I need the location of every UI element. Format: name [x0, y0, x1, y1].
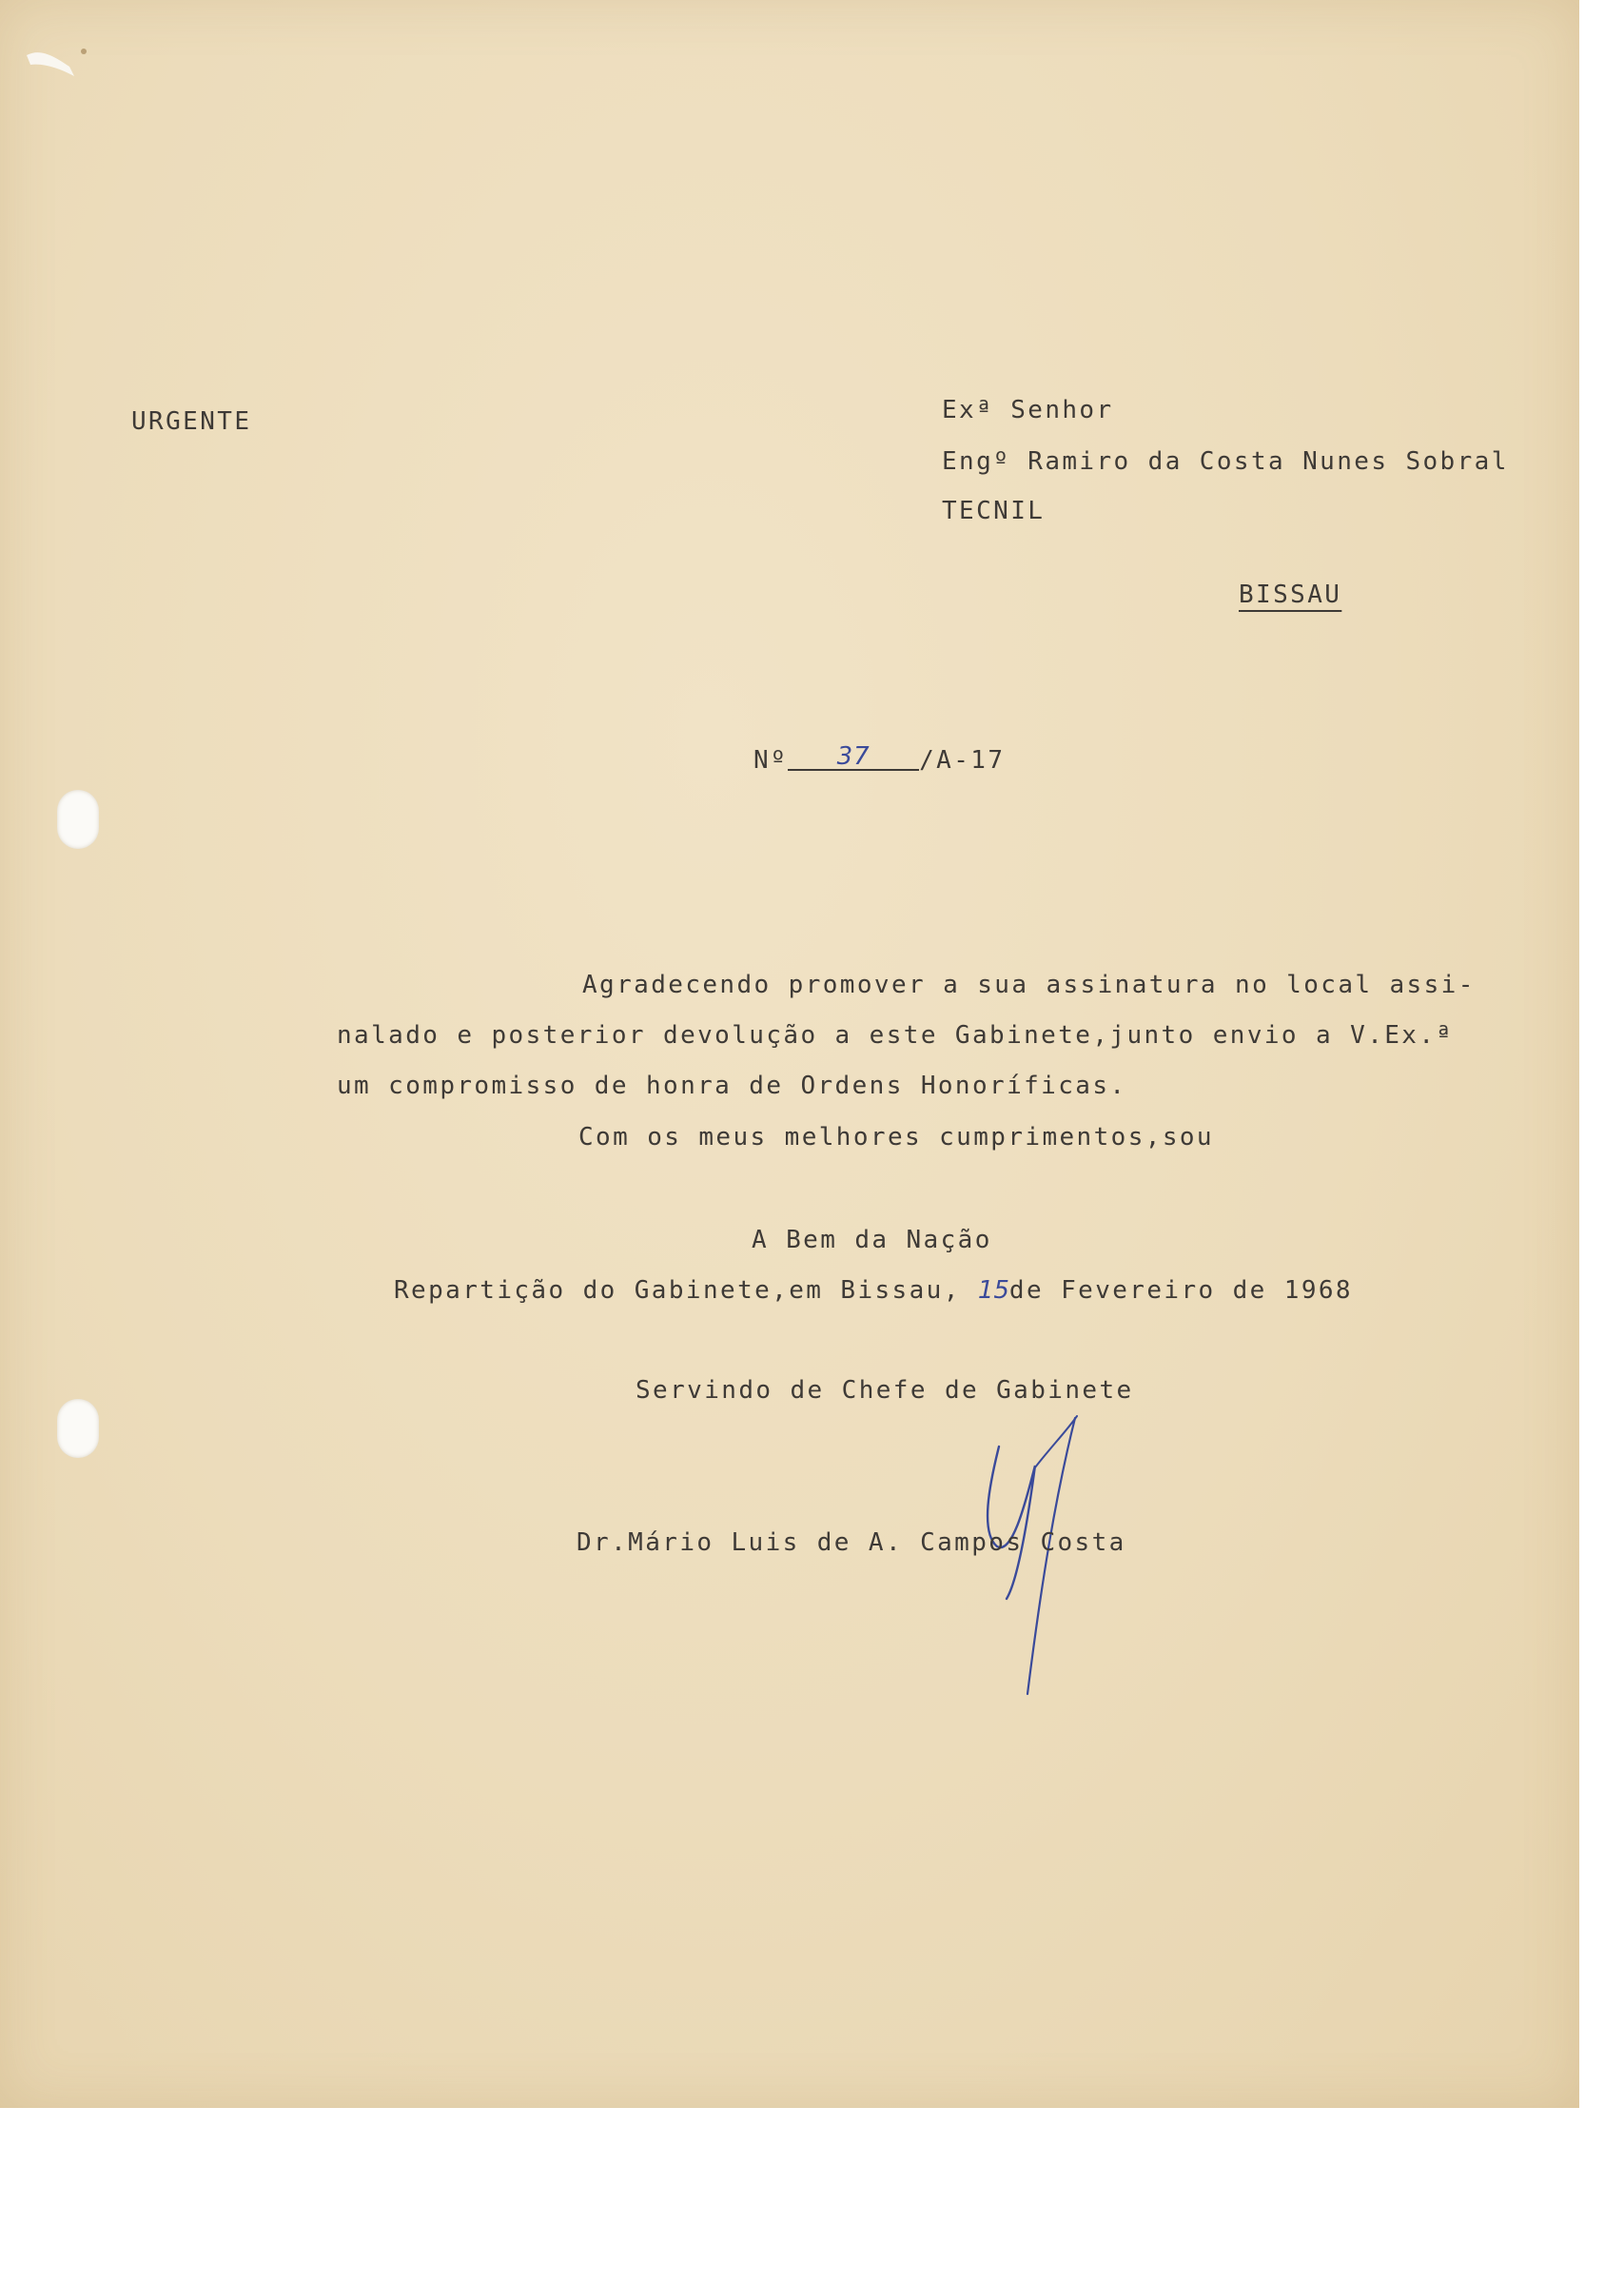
punch-hole-lower [57, 1399, 99, 1458]
scan-margin [0, 2108, 1624, 2284]
reference-suffix: /A-17 [919, 746, 1006, 775]
recipient-name: Engº Ramiro da Costa Nunes Sobral [942, 447, 1509, 476]
torn-corner-mark [17, 38, 103, 95]
closing-day-handwritten: 15 [977, 1276, 1009, 1305]
body-line-4: Com os meus melhores cumprimentos,sou [578, 1123, 1214, 1152]
body-line-1: Agradecendo promover a sua assinatura no local assi- [582, 971, 1476, 999]
recipient-company: TECNIL [942, 497, 1046, 525]
body-line-3: um compromisso de honra de Ordens Honoríficas. [337, 1072, 1127, 1100]
reference-number-line [753, 742, 1006, 775]
recipient-salutation: Exª Senhor [942, 396, 1114, 424]
closing-date-rest: de Fevereiro de 1968 [1008, 1276, 1353, 1305]
body-line-2: nalado e posterior devolução a este Gabinete,junto envio a V.Ex.ª [337, 1021, 1454, 1050]
punch-hole-upper [57, 790, 99, 849]
urgent-label: URGENTE [131, 407, 252, 436]
closing-place-date [394, 1278, 1353, 1303]
reference-prefix: Nº [753, 746, 789, 775]
recipient-city: BISSAU [1239, 581, 1342, 609]
closing-place: Repartição do Gabinete,em Bissau, [394, 1276, 978, 1305]
closing-motto: A Bem da Nação [752, 1226, 992, 1254]
signatory-role: Servindo de Chefe de Gabinete [636, 1376, 1134, 1405]
reference-number: 37 [788, 744, 919, 771]
signatory-name: Dr.Mário Luis de A. Campos Costa [577, 1528, 1126, 1557]
